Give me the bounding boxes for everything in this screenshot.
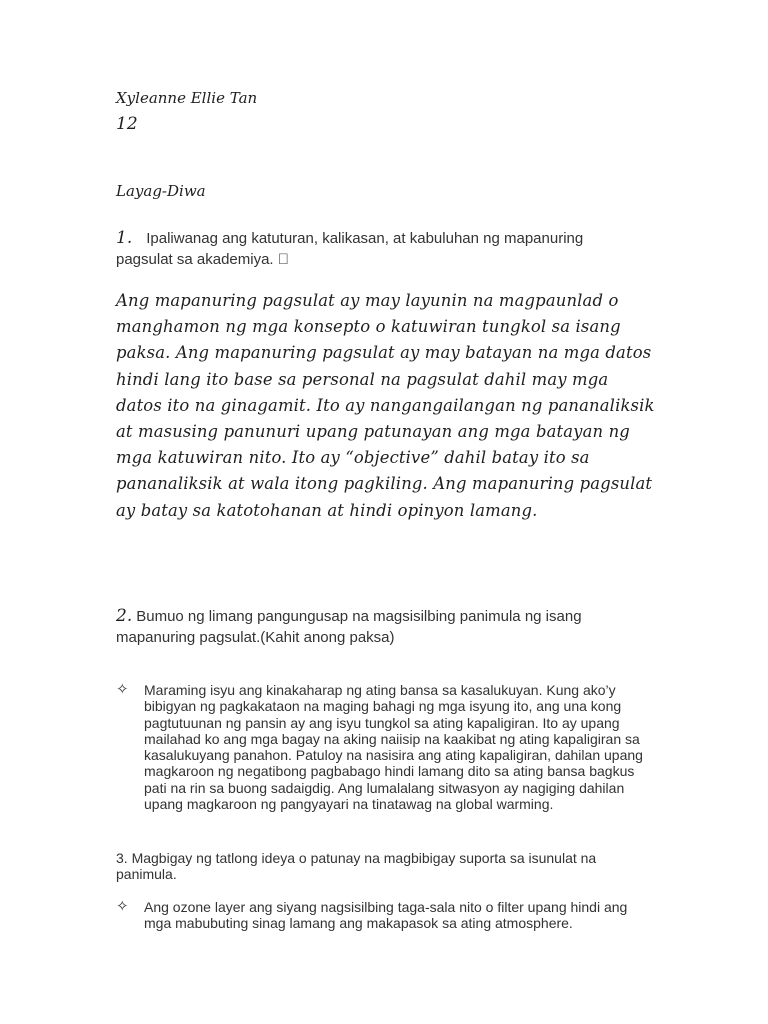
question-2-text: Bumuo ng limang pangungusap na magsisilbing panimula ng isang mapanuring pagsulat.(Kahit anong paksa) (116, 608, 582, 646)
question-1-number: 1. (116, 228, 133, 248)
answer-2-text: Maraming isyu ang kinakaharap ng ating bansa sa kasalukuyan. Kung ako’y bibigyan ng pagkakataon na maging bahagi ng mga isyung ito, ang una kong pagtutuunan ng pansin ay ang isyu tungkol sa ating kapaligiran. Ito ay upang mailahad ko ang mga bagay na aking naiisip na kaakibat ng ating kapaligiran sa kasalukuyang panahon. Patuloy na nasisira ang ating kapaligiran, dahilan upang magkaroon ng negatibong pagbabago hindi lamang dito sa ating bansa bagkus pati na rin sa buong sadaigdig. Ang lumalalang sitwasyon ay nagiging dahilan upang magkaroon ng pangyayari na tinatawag na global warming. (144, 682, 643, 813)
grade-level: 12 (116, 114, 138, 134)
four-point-star-bullet-icon: ✧ (116, 681, 129, 698)
four-point-star-bullet-icon: ✧ (116, 898, 129, 915)
student-name: Xyleanne Ellie Tan (116, 89, 258, 107)
answer-2-item (116, 682, 656, 812)
answer-1-paragraph: Ang mapanuring pagsulat ay may layunin na magpaunlad o manghamon ng mga konsepto o katuwiran tungkol sa isang paksa. Ang mapanuring pagsulat ay may batayan na mga datos hindi lang ito base sa personal na pagsulat dahil may mga datos ito na ginagamit. Ito ay nangangailangan ng pananaliksik at masusing panunuri upang patunayan ang mga batayan ng mga katuwiran nito. Ito ay “objective” dahil batay ito sa pananaliksik at wala itong pagkiling. Ang mapanuring pagsulat ay batay sa katotohanan at hindi opinyon lamang. (116, 291, 655, 520)
question-2-number: 2. (116, 606, 133, 626)
question-3: 3. Magbigay ng tatlong ideya o patunay na magbibigay suporta sa isunulat na panimula. (116, 850, 597, 883)
answer-3-text: Ang ozone layer ang siyang nagsisilbing taga-sala nito o filter upang hindi ang mga mabubuting sinag lamang ang makapasok sa ating atmosphere. (144, 899, 628, 932)
question-2 (116, 606, 636, 648)
answer-3-item (116, 899, 656, 932)
question-1 (116, 228, 636, 270)
subject-title: Layag-Diwa (116, 182, 206, 200)
question-1-text: Ipaliwanag ang katuturan, kalikasan, at kabuluhan ng mapanuring pagsulat sa akademiya.   (116, 230, 584, 268)
